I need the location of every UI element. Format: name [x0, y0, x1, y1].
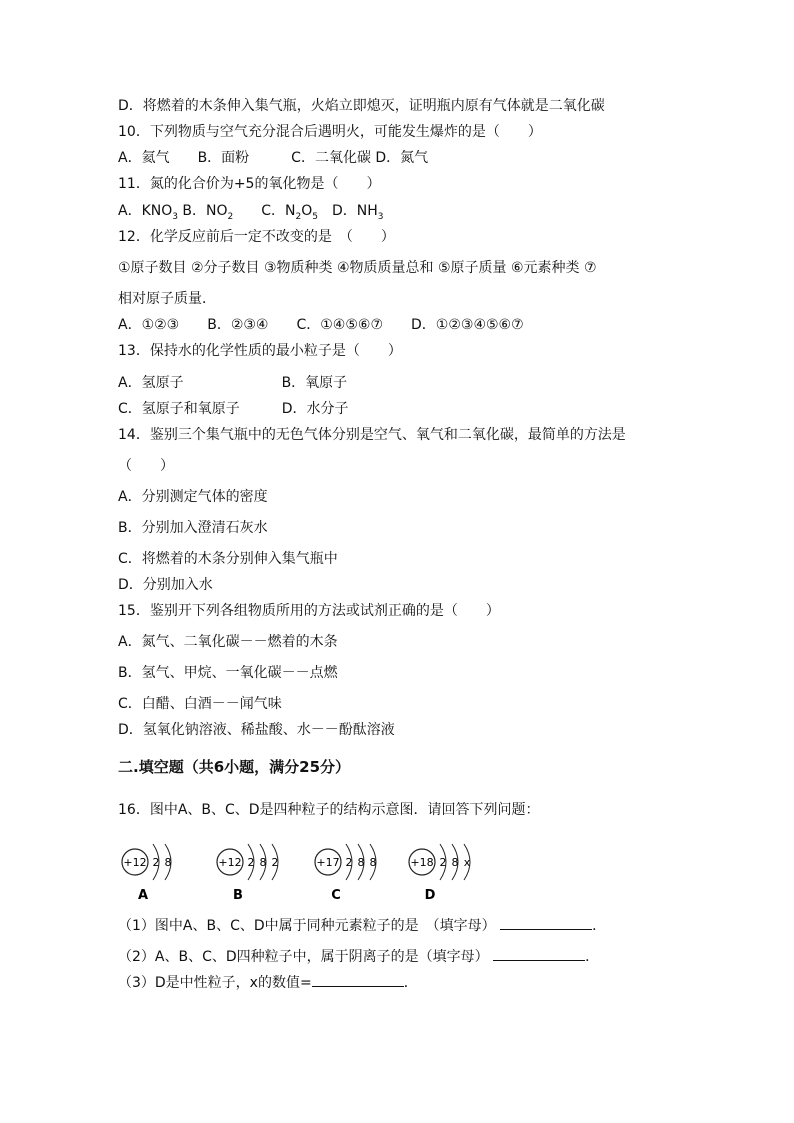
atom-d-shell-electrons: 8 — [451, 856, 459, 869]
atom-c-shell-electrons: 8 — [369, 856, 377, 869]
q11-c-subscript-1: 2 — [295, 211, 302, 222]
atom-c-label: C — [331, 888, 341, 903]
q16-part-1-answer-blank[interactable] — [500, 915, 592, 930]
atom-a-nucleus-charge: +12 — [123, 856, 147, 869]
atom-d-shell-electrons: x — [463, 856, 471, 869]
q11-b-subscript: 2 — [227, 211, 234, 222]
atom-b-shell-electrons: 2 — [271, 856, 279, 869]
q10-stem: 10．下列物质与空气充分混合后遇明火，可能发生爆炸的是（ ） — [118, 124, 542, 140]
atom-d-shell-electrons: 2 — [439, 856, 447, 869]
q12-options: A．①②③ B．②③④ C．①④⑤⑥⑦ D．①②③④⑤⑥⑦ — [118, 317, 524, 333]
q16-part-3-period: ． — [403, 975, 418, 991]
q14-paren: （ ） — [118, 458, 174, 474]
q16-stem: 16．图中A、B、C、D是四种粒子的结构示意图．请回答下列问题： — [118, 802, 540, 818]
q9-option-d: D．将燃着的木条伸入集气瓶，火焰立即熄灭，证明瓶内原有气体就是二氧化碳 — [118, 98, 605, 114]
q11-options — [118, 202, 384, 226]
q16-part-1-text: （1）图中A、B、C、D中属于同种元素粒子的是 （填字母） — [118, 918, 496, 934]
atom-a-shell-electrons: 8 — [164, 856, 172, 869]
q11-a-subscript: 3 — [172, 211, 178, 222]
atom-c-shell-electrons: 8 — [357, 856, 365, 869]
atom-c-nucleus-charge: +17 — [316, 856, 340, 869]
q11-c-mid: O — [301, 203, 313, 219]
q10-options: A．氦气 B．面粉 C．二氧化碳 D．氮气 — [118, 150, 429, 166]
atom-b-shell-electrons: 8 — [259, 856, 267, 869]
q15-option-c: C．白醋、白酒－－闻气味 — [118, 696, 282, 712]
atom-b-nucleus-charge: +12 — [218, 856, 242, 869]
q12-stem: 12．化学反应前后一定不改变的是 （ ） — [118, 229, 395, 245]
q13-options-ab: A．氢原子 B．氧原子 — [118, 375, 348, 391]
q14-option-d: D．分别加入水 — [118, 577, 213, 593]
q14-stem: 14．鉴别三个集气瓶中的无色气体分别是空气、氧气和二氧化碳，最简单的方法是 — [118, 427, 626, 443]
q15-option-d: D．氢氧化钠溶液、稀盐酸、水－－酚酞溶液 — [118, 722, 395, 738]
atom-d-label: D — [424, 888, 436, 903]
q16-part-2-answer-blank[interactable] — [493, 946, 585, 961]
q12-items: ①原子数目 ②分子数目 ③物质种类 ④物质质量总和 ⑤原子质量 ⑥元素种类 ⑦ — [118, 260, 597, 276]
q16-part-1-period: ． — [592, 918, 607, 934]
q11-stem: 11．氮的化合价为+5的氧化物是（ ） — [118, 176, 381, 192]
q11-option-d: D．NH — [318, 203, 378, 219]
q11-d-subscript: 3 — [377, 211, 384, 222]
section-heading-fill-in: 二.填空题（共6小题，满分25分） — [118, 758, 351, 776]
q13-options-cd: C．氢原子和氧原子 D．水分子 — [118, 401, 349, 417]
q16-part-2-text: （2）A、B、C、D四种粒子中，属于阴离子的是（填字母） — [118, 949, 489, 965]
q12-items-cont: 相对原子质量． — [118, 291, 216, 307]
atom-c-shell-electrons: 2 — [345, 856, 353, 869]
q16-part-1 — [118, 915, 606, 935]
q16-part-2-period: ． — [585, 949, 600, 965]
q14-option-a: A．分别测定气体的密度 — [118, 489, 268, 505]
atom-d-nucleus-charge: +18 — [410, 856, 434, 869]
q15-option-a: A．氮气、二氧化碳－－燃着的木条 — [118, 634, 338, 650]
atom-a-shell-electrons: 2 — [152, 856, 160, 869]
q16-part-2 — [118, 946, 599, 966]
q11-option-b: B．NO — [177, 203, 228, 219]
q15-option-b: B．氢气、甲烷、一氧化碳－－点燃 — [118, 665, 338, 681]
q14-option-b: B．分别加入澄清石灰水 — [118, 520, 268, 536]
atom-b-label: B — [233, 888, 243, 903]
q11-option-c: C．N — [233, 203, 296, 219]
q13-stem: 13．保持水的化学性质的最小粒子是（ ） — [118, 343, 402, 359]
atom-structure-diagrams — [110, 838, 510, 906]
q11-option-a: A．KNO — [118, 203, 173, 219]
q14-option-c: C．将燃着的木条分别伸入集气瓶中 — [118, 551, 338, 567]
q16-part-3-answer-blank[interactable] — [312, 972, 404, 987]
q16-part-3 — [118, 972, 418, 992]
atom-b-shell-electrons: 2 — [247, 856, 255, 869]
atom-a-label: A — [137, 888, 149, 903]
q15-stem: 15．鉴别开下列各组物质所用的方法或试剂正确的是（ ） — [118, 603, 500, 619]
q11-c-subscript-2: 5 — [312, 211, 319, 222]
q16-part-3-text: （3）D是中性粒子，x的数值= — [118, 975, 312, 991]
